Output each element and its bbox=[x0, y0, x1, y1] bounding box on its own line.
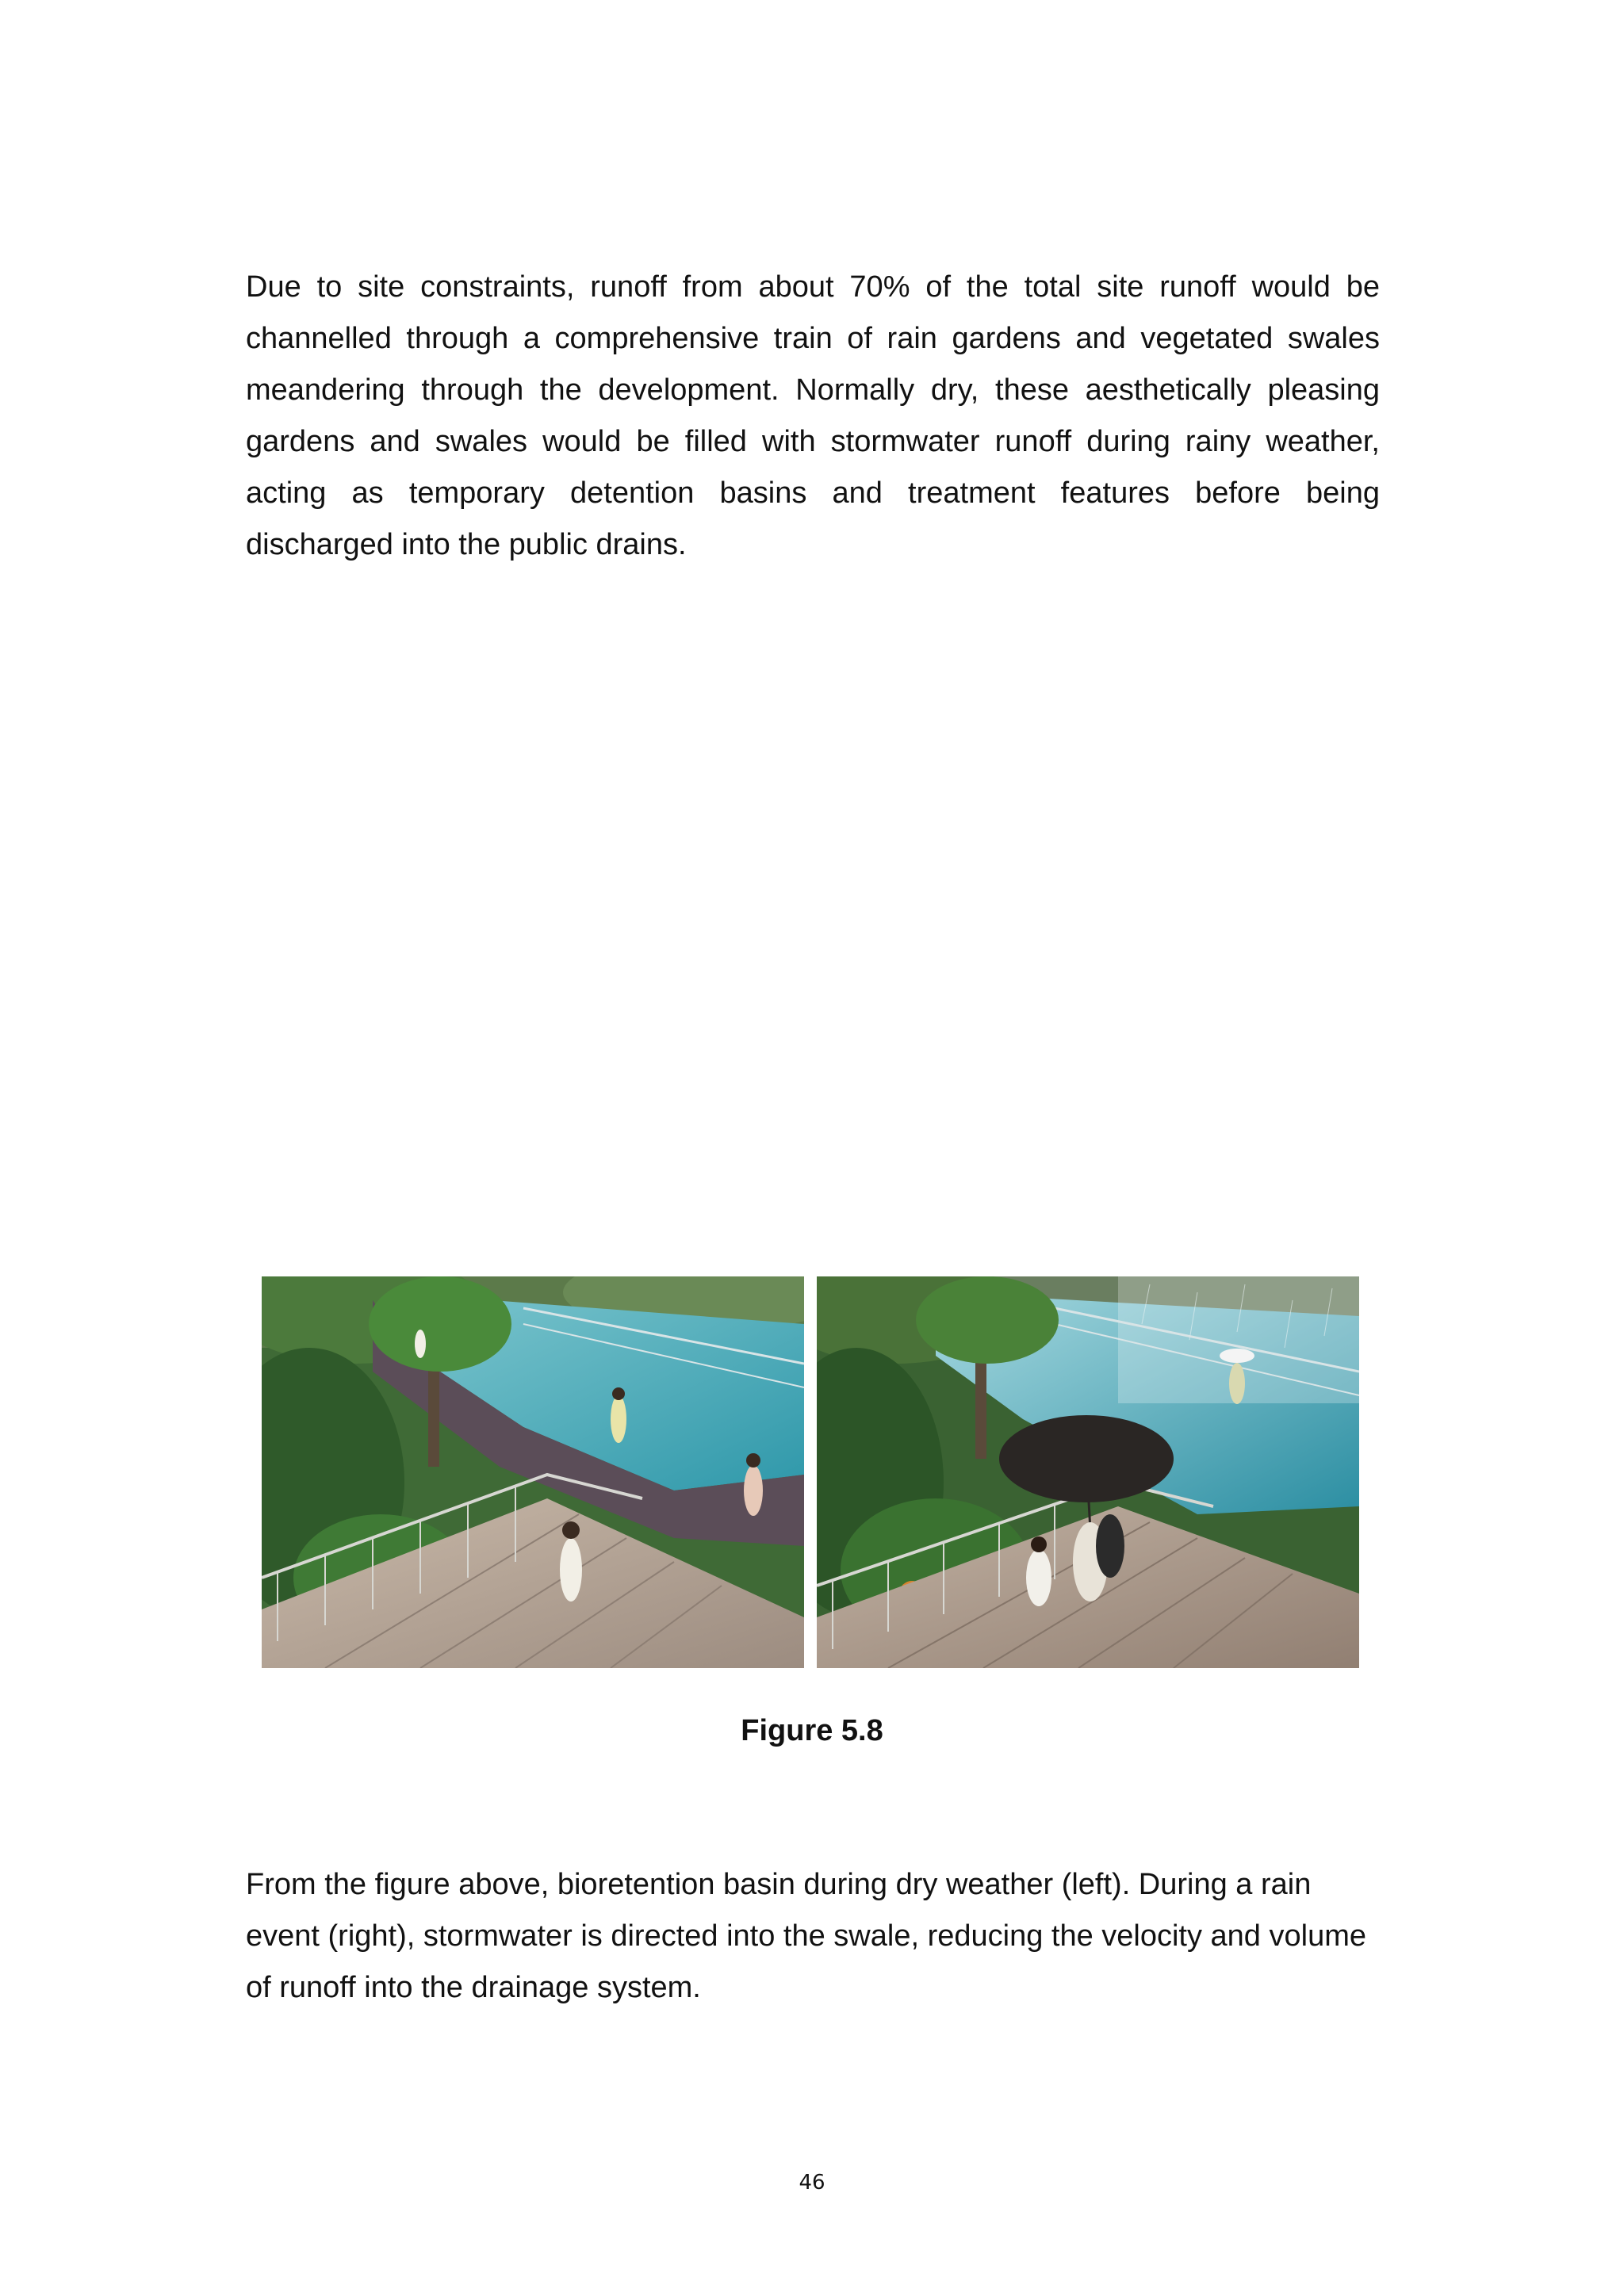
figure-caption: Figure 5.8 bbox=[741, 1714, 883, 1747]
figure-photos bbox=[262, 1276, 1362, 1668]
rain-event-illustration bbox=[817, 1276, 1359, 1668]
explanation-paragraph: From the figure above, bioretention basin during dry weather (left). During a rain event (right), stormwater is directed into the swale, reducing the velocity and volume of runoff into the drainage system. bbox=[246, 1868, 1366, 2004]
dry-weather-photo bbox=[262, 1276, 804, 1668]
page-number: 46 bbox=[799, 2171, 825, 2195]
dry-weather-illustration bbox=[262, 1276, 804, 1668]
rain-event-photo bbox=[817, 1276, 1359, 1668]
intro-paragraph: Due to site constraints, runoff from about 70% of the total site runoff would be channelled through a comprehensive train of rain gardens and vegetated swales meandering through the development. Normally dry, these aesthetically pleasing gardens and swales would be filled with stormwater runoff during rainy weather, acting as temporary detention basins and treatment features before being discharged into the public drains. bbox=[246, 270, 1380, 561]
